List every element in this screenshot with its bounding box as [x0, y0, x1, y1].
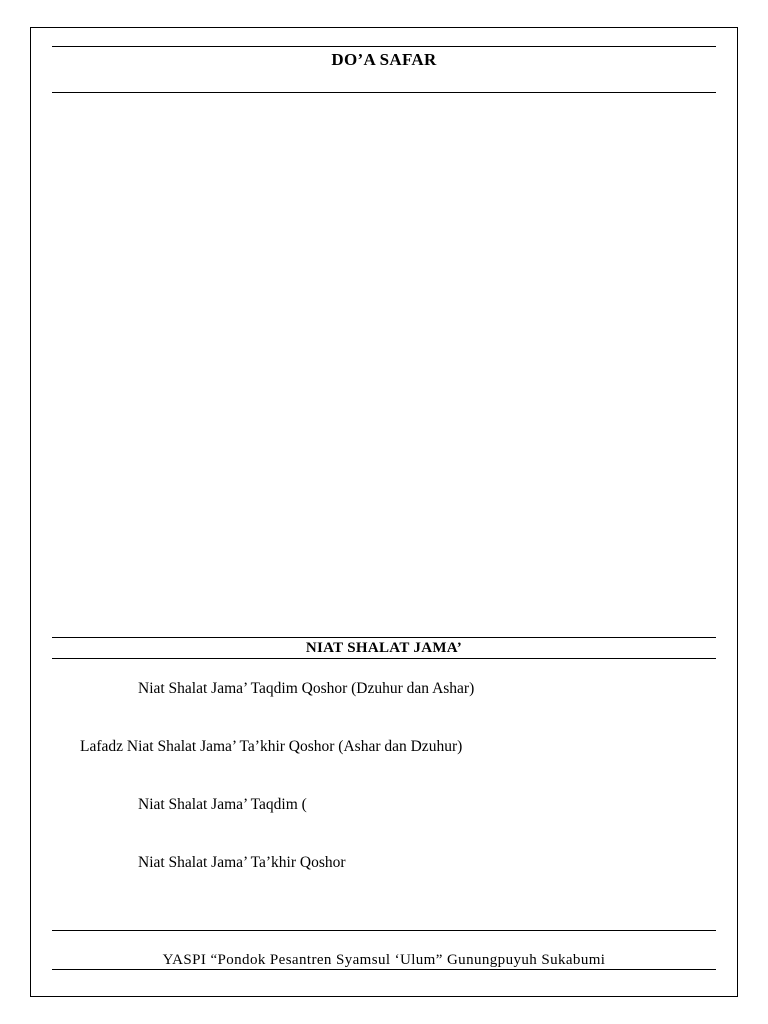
page-border — [30, 27, 738, 997]
niat-label: Niat Shalat Jama’ Taqdim Qoshor (Dzuhur dan Ashar) — [138, 680, 475, 697]
doa-title: DO’A SAFAR — [331, 50, 437, 69]
divider — [52, 658, 716, 659]
niat-label: Niat Shalat Jama’ Ta’khir Qoshor — [138, 854, 346, 871]
divider — [52, 969, 716, 970]
niat-title: NIAT SHALAT JAMA’ — [305, 640, 463, 656]
footer-text: YASPI “Pondok Pesantren Syamsul ‘Ulum” Gunungpuyuh Sukabumi — [162, 952, 606, 968]
niat-label: Lafadz Niat Shalat Jama’ Ta’khir Qoshor (Ashar dan Dzuhur) — [80, 738, 463, 755]
niat-label: Niat Shalat Jama’ Taqdim ( — [138, 796, 307, 813]
divider — [52, 46, 716, 47]
divider — [52, 92, 716, 93]
divider — [52, 930, 716, 931]
